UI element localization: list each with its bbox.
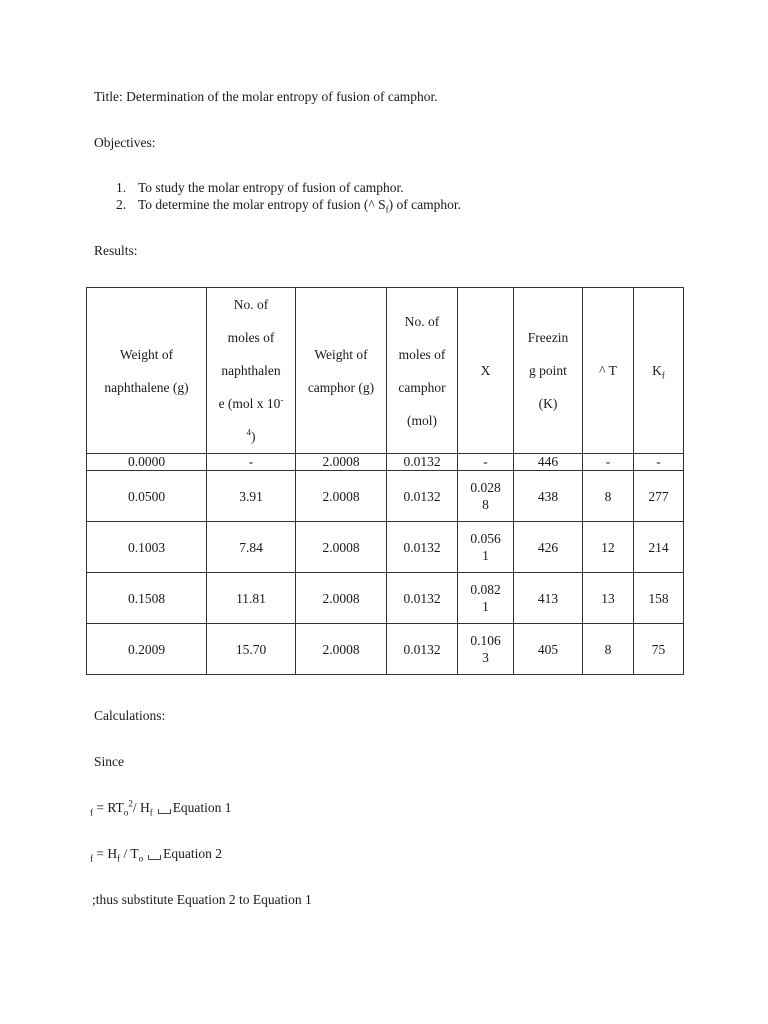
cell-weight-camphor: 2.0008 bbox=[296, 454, 387, 471]
cell-weight-naphthalene: 0.1003 bbox=[87, 522, 207, 573]
equation-1: $_f = RT_o^2/$ $H_f$ Equation 1 bbox=[90, 798, 232, 818]
equation-2: $_f = H_f / T_o$ Equation 2 bbox=[90, 846, 223, 864]
equation-label: Equation 2 bbox=[163, 846, 223, 861]
header-moles-camphor: No. of moles of camphor (mol) bbox=[387, 288, 458, 454]
cell-x: 0.056 1 bbox=[458, 522, 514, 573]
cell-weight-naphthalene: 0.0000 bbox=[87, 454, 207, 471]
results-table bbox=[86, 287, 684, 675]
header-x: X bbox=[458, 288, 514, 454]
table-header-row bbox=[87, 288, 684, 454]
cell-delta-t: 13 bbox=[583, 573, 634, 624]
cell-moles-naphthalene: - bbox=[207, 454, 296, 471]
header-weight-naphthalene: Weight of naphthalene (g) bbox=[87, 288, 207, 454]
objective-item-2 bbox=[116, 197, 461, 213]
cell-freezing-point: 426 bbox=[514, 522, 583, 573]
table-row bbox=[87, 522, 684, 573]
placeholder-box-icon bbox=[148, 855, 161, 860]
cell-kf: 75 bbox=[634, 624, 684, 675]
table-row bbox=[87, 471, 684, 522]
objective-number: 1. bbox=[116, 180, 127, 195]
cell-moles-naphthalene: 3.91 bbox=[207, 471, 296, 522]
cell-moles-naphthalene: 11.81 bbox=[207, 573, 296, 624]
cell-delta-t: 12 bbox=[583, 522, 634, 573]
objective-text: To determine the molar entropy of fusion (^ S bbox=[138, 197, 386, 212]
cell-weight-camphor: 2.0008 bbox=[296, 573, 387, 624]
cell-moles-camphor: 0.0132 bbox=[387, 522, 458, 573]
document-title: Title: Determination of the molar entropy of fusion of camphor. bbox=[94, 89, 438, 104]
cell-delta-t: - bbox=[583, 454, 634, 471]
objective-text: To study the molar entropy of fusion of camphor. bbox=[138, 180, 404, 195]
cell-weight-camphor: 2.0008 bbox=[296, 471, 387, 522]
calculations-heading: Calculations: bbox=[94, 708, 166, 723]
cell-freezing-point: 438 bbox=[514, 471, 583, 522]
cell-freezing-point: 405 bbox=[514, 624, 583, 675]
cell-freezing-point: 446 bbox=[514, 454, 583, 471]
header-freezing-point: Freezin g point (K) bbox=[514, 288, 583, 454]
thus-substitute-text: ;thus substitute Equation 2 to Equation 1 bbox=[92, 892, 312, 907]
cell-kf: 158 bbox=[634, 573, 684, 624]
objective-item-1 bbox=[116, 180, 404, 196]
equation-label: Equation 1 bbox=[172, 800, 232, 815]
objective-text-tail: ) of camphor. bbox=[388, 197, 461, 212]
objectives-heading: Objectives: bbox=[94, 135, 156, 150]
header-kf: $K_f$ bbox=[634, 288, 684, 454]
cell-x: 0.028 8 bbox=[458, 471, 514, 522]
cell-delta-t: 8 bbox=[583, 624, 634, 675]
cell-moles-naphthalene: 7.84 bbox=[207, 522, 296, 573]
subscript: f bbox=[385, 204, 389, 215]
cell-weight-naphthalene: 0.2009 bbox=[87, 624, 207, 675]
placeholder-box-icon bbox=[158, 809, 171, 814]
cell-weight-camphor: 2.0008 bbox=[296, 522, 387, 573]
cell-x: 0.106 3 bbox=[458, 624, 514, 675]
since-text: Since bbox=[94, 754, 124, 769]
cell-kf: 277 bbox=[634, 471, 684, 522]
results-heading: Results: bbox=[94, 243, 138, 258]
cell-moles-camphor: 0.0132 bbox=[387, 573, 458, 624]
cell-delta-t: 8 bbox=[583, 471, 634, 522]
table-row bbox=[87, 624, 684, 675]
cell-kf: 214 bbox=[634, 522, 684, 573]
cell-weight-camphor: 2.0008 bbox=[296, 624, 387, 675]
cell-kf: - bbox=[634, 454, 684, 471]
table-row bbox=[87, 573, 684, 624]
cell-x: 0.082 1 bbox=[458, 573, 514, 624]
cell-x: - bbox=[458, 454, 514, 471]
cell-moles-camphor: 0.0132 bbox=[387, 624, 458, 675]
cell-moles-camphor: 0.0132 bbox=[387, 454, 458, 471]
objective-number: 2. bbox=[116, 197, 127, 212]
header-weight-camphor: Weight of camphor (g) bbox=[296, 288, 387, 454]
cell-weight-naphthalene: 0.1508 bbox=[87, 573, 207, 624]
cell-freezing-point: 413 bbox=[514, 573, 583, 624]
header-delta-t: ^ T bbox=[583, 288, 634, 454]
cell-moles-naphthalene: 15.70 bbox=[207, 624, 296, 675]
cell-weight-naphthalene: 0.0500 bbox=[87, 471, 207, 522]
cell-moles-camphor: 0.0132 bbox=[387, 471, 458, 522]
table-row bbox=[87, 454, 684, 471]
header-moles-naphthalene: No. of moles of naphthalen e (mol x 10- $^4$) bbox=[207, 288, 296, 454]
